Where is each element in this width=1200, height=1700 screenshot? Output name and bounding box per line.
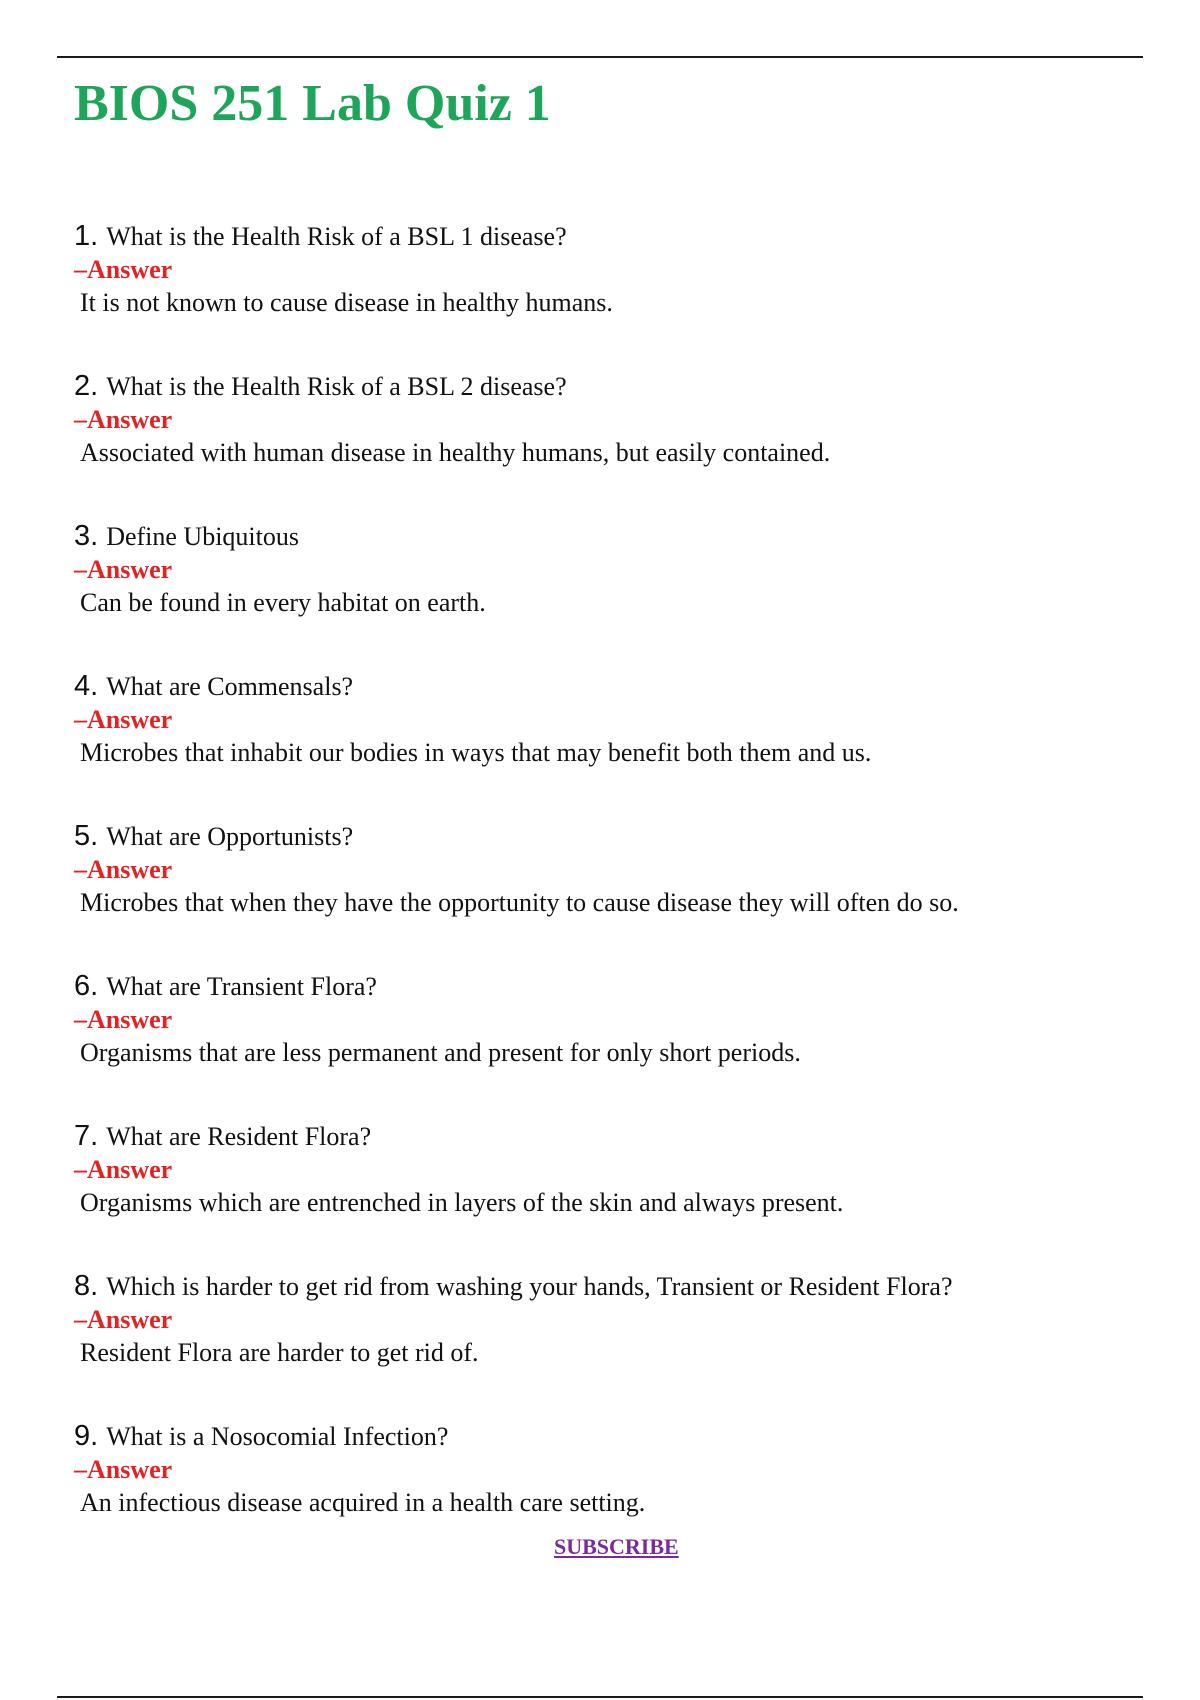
subscribe-link[interactable]: SUBSCRIBE bbox=[554, 1534, 679, 1559]
answer-label: –Answer bbox=[74, 1155, 173, 1184]
question-number: 8. bbox=[74, 1270, 99, 1302]
question-text: What are Commensals? bbox=[106, 672, 354, 701]
question-line bbox=[74, 518, 1134, 554]
qa-item-3 bbox=[74, 518, 1134, 668]
question-text: What are Opportunists? bbox=[106, 822, 354, 851]
answer-text: Can be found in every habitat on earth. bbox=[80, 588, 486, 617]
bottom-divider bbox=[57, 1696, 1143, 1698]
question-text: Define Ubiquitous bbox=[106, 522, 299, 551]
answer-label: –Answer bbox=[74, 855, 173, 884]
question-number: 3. bbox=[74, 520, 99, 552]
qa-item-4 bbox=[74, 668, 1134, 818]
question-number: 7. bbox=[74, 1120, 99, 1152]
answer-label: –Answer bbox=[74, 1005, 173, 1034]
answer-text: Associated with human disease in healthy humans, but easily contained. bbox=[80, 438, 831, 467]
answer-label: –Answer bbox=[74, 405, 173, 434]
question-text: What is the Health Risk of a BSL 1 disease? bbox=[106, 222, 567, 251]
answer-text: Organisms which are entrenched in layers of the skin and always present. bbox=[80, 1188, 844, 1217]
question-line bbox=[74, 968, 1134, 1004]
question-text: What are Resident Flora? bbox=[106, 1122, 372, 1151]
question-number: 9. bbox=[74, 1420, 99, 1452]
answer-text: Organisms that are less permanent and present for only short periods. bbox=[80, 1038, 801, 1067]
question-number: 5. bbox=[74, 820, 99, 852]
question-list bbox=[74, 218, 1134, 1568]
qa-item-6 bbox=[74, 968, 1134, 1118]
answer-text: It is not known to cause disease in healthy humans. bbox=[80, 288, 613, 317]
question-text: What is a Nosocomial Infection? bbox=[106, 1422, 449, 1451]
answer-label: –Answer bbox=[74, 255, 173, 284]
answer-label: –Answer bbox=[74, 705, 173, 734]
question-line bbox=[74, 218, 1134, 254]
question-line bbox=[74, 1118, 1134, 1154]
answer-text: Resident Flora are harder to get rid of. bbox=[80, 1338, 479, 1367]
answer-text: Microbes that inhabit our bodies in ways that may benefit both them and us. bbox=[80, 738, 872, 767]
question-line bbox=[74, 1418, 1134, 1454]
page-title: BIOS 251 Lab Quiz 1 bbox=[74, 75, 551, 132]
top-divider bbox=[57, 56, 1143, 58]
answer-label: –Answer bbox=[74, 1305, 173, 1334]
qa-item-1 bbox=[74, 218, 1134, 368]
question-text: What is the Health Risk of a BSL 2 disease? bbox=[106, 372, 567, 401]
question-line bbox=[74, 368, 1134, 404]
question-text: Which is harder to get rid from washing your hands, Transient or Resident Flora? bbox=[106, 1272, 953, 1301]
question-line bbox=[74, 818, 1134, 854]
answer-text: An infectious disease acquired in a health care setting. bbox=[80, 1488, 646, 1517]
qa-item-2 bbox=[74, 368, 1134, 518]
answer-label: –Answer bbox=[74, 555, 173, 584]
question-number: 4. bbox=[74, 670, 99, 702]
qa-item-7 bbox=[74, 1118, 1134, 1268]
qa-item-5 bbox=[74, 818, 1134, 968]
qa-item-8 bbox=[74, 1268, 1134, 1418]
question-line bbox=[74, 1268, 1134, 1304]
answer-label: –Answer bbox=[74, 1455, 173, 1484]
question-number: 6. bbox=[74, 970, 99, 1002]
question-text: What are Transient Flora? bbox=[106, 972, 377, 1001]
question-number: 2. bbox=[74, 370, 99, 402]
question-number: 1. bbox=[74, 220, 99, 252]
question-line bbox=[74, 668, 1134, 704]
answer-text: Microbes that when they have the opportunity to cause disease they will often do so. bbox=[80, 888, 959, 917]
